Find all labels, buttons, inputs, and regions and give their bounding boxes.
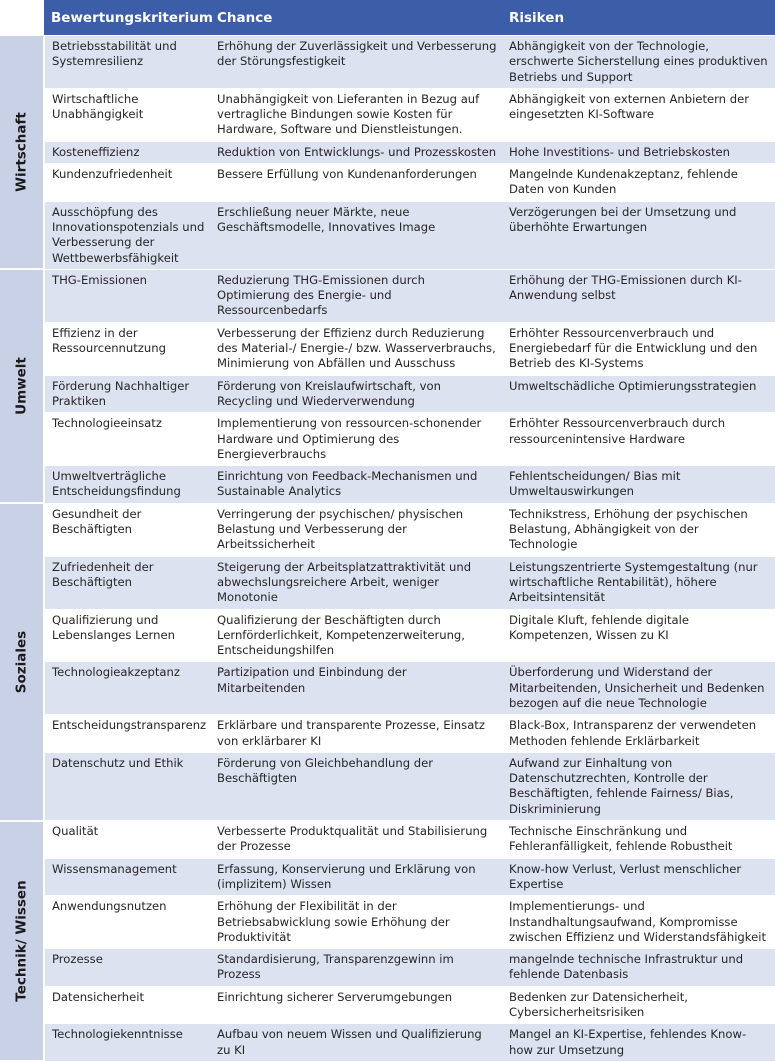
- chance-cell: Erhöhung der Flexibilität in der Betriebsabwicklung sowie Erhöhung der Produktivität: [210, 896, 502, 949]
- chance-cell: Standardisierung, Transparenzgewinn im Prozess: [210, 949, 502, 987]
- risks-cell: Aufwand zur Einhaltung von Datenschutzrechten, Kontrolle der Beschäftigten, fehlende Fairness/ Bias, Diskriminierung: [502, 752, 775, 820]
- table-row: [0, 858, 775, 896]
- risks-cell: Implementierungs- und Instandhaltungsaufwand, Kompromisse zwischen Effizienz und Widerstandsfähigkeit: [502, 896, 775, 949]
- chance-cell: Verbesserung der Effizienz durch Reduzierung des Material-/ Energie-/ bzw. Wasserverbrauchs, Minimierung von Abfällen und Ausschuss: [210, 322, 502, 375]
- chance-cell: Verbesserte Produktqualität und Stabilisierung der Prozesse: [210, 821, 502, 859]
- criterion-cell: Effizienz in der Ressourcennutzung: [44, 322, 210, 375]
- criterion-cell: Gesundheit der Beschäftigten: [44, 503, 210, 556]
- risks-cell: Umweltschädliche Optimierungsstrategien: [502, 375, 775, 413]
- table-row: [0, 986, 775, 1024]
- group-label-text: Umwelt: [12, 357, 29, 416]
- chance-cell: Aufbau von neuem Wissen und Qualifizierung zu KI: [210, 1024, 502, 1062]
- criterion-cell: Datensicherheit: [44, 986, 210, 1024]
- risks-cell: Mangel an KI-Expertise, fehlendes Know-how zur Umsetzung: [502, 1024, 775, 1062]
- group-label-technik-wissen: [0, 821, 44, 1062]
- criterion-cell: Technologieeinsatz: [44, 413, 210, 466]
- group-label-text: Soziales: [12, 630, 29, 694]
- table-row: [0, 752, 775, 820]
- risks-cell: Hohe Investitions- und Betriebskosten: [502, 141, 775, 163]
- group-label-wirtschaft: [0, 36, 44, 270]
- group-label-text: Technik/ Wissen: [12, 880, 29, 1002]
- header-chance: Chance: [210, 0, 502, 36]
- risks-cell: Bedenken zur Datensicherheit, Cybersicherheitsrisiken: [502, 986, 775, 1024]
- criterion-cell: Umweltverträgliche Entscheidungsfindung: [44, 466, 210, 504]
- table-row: [0, 322, 775, 375]
- table-row: [0, 201, 775, 269]
- chance-cell: Einrichtung sicherer Serverumgebungen: [210, 986, 502, 1024]
- criterion-cell: Ausschöpfung des Innovationspotenzials und Verbesserung der Wettbewerbsfähigkeit: [44, 201, 210, 269]
- table-row: [0, 375, 775, 413]
- risks-cell: Technikstress, Erhöhung der psychischen Belastung, Abhängigkeit von der Technologie: [502, 503, 775, 556]
- chance-cell: Förderung von Gleichbehandlung der Beschäftigten: [210, 752, 502, 820]
- risks-cell: Erhöhter Ressourcenverbrauch durch ressourcenintensive Hardware: [502, 413, 775, 466]
- chance-cell: Steigerung der Arbeitsplatzattraktivität und abwechslungsreichere Arbeit, weniger Monotonie: [210, 556, 502, 609]
- criterion-cell: Prozesse: [44, 949, 210, 987]
- chance-cell: Erschließung neuer Märkte, neue Geschäftsmodelle, Innovatives Image: [210, 201, 502, 269]
- criterion-cell: Kundenzufriedenheit: [44, 164, 210, 202]
- header-risks: Risiken: [502, 0, 775, 36]
- table-row: [0, 88, 775, 141]
- header-row: [0, 0, 775, 36]
- table-row: [0, 949, 775, 987]
- table-row: [0, 609, 775, 662]
- criterion-cell: THG-Emissionen: [44, 269, 210, 322]
- chance-cell: Erhöhung der Zuverlässigkeit und Verbesserung der Störungsfestigkeit: [210, 36, 502, 89]
- chance-cell: Einrichtung von Feedback-Mechanismen und Sustainable Analytics: [210, 466, 502, 504]
- chance-cell: Qualifizierung der Beschäftigten durch Lernförderlichkeit, Kompetenzerweiterung, Entscheidungshilfen: [210, 609, 502, 662]
- criterion-cell: Wissensmanagement: [44, 858, 210, 896]
- chance-cell: Reduzierung THG-Emissionen durch Optimierung des Energie- und Ressourcenbedarfs: [210, 269, 502, 322]
- chance-cell: Unabhängigkeit von Lieferanten in Bezug auf vertragliche Bindungen sowie Kosten für Hardware, Software und Dienstleistungen.: [210, 88, 502, 141]
- table-row: [0, 662, 775, 715]
- header-criterion: Bewertungskriterium: [44, 0, 210, 36]
- table-row: [0, 503, 775, 556]
- chance-cell: Förderung von Kreislaufwirtschaft, von Recycling und Wiederverwendung: [210, 375, 502, 413]
- risks-cell: Leistungszentrierte Systemgestaltung (nur wirtschaftliche Rentabilität), höhere Arbeitsintensität: [502, 556, 775, 609]
- criterion-cell: Wirtschaftliche Unabhängigkeit: [44, 88, 210, 141]
- chance-cell: Erfassung, Konservierung und Erklärung von (implizitem) Wissen: [210, 858, 502, 896]
- criterion-cell: Qualität: [44, 821, 210, 859]
- table-row: [0, 141, 775, 163]
- risks-cell: Erhöhter Ressourcenverbrauch und Energiebedarf für die Entwicklung und den Betrieb des KI-Systems: [502, 322, 775, 375]
- table-row: [0, 413, 775, 466]
- risks-cell: Black-Box, Intransparenz der verwendeten Methoden fehlende Erklärbarkeit: [502, 715, 775, 753]
- criterion-cell: Entscheidungstransparenz: [44, 715, 210, 753]
- chance-cell: Bessere Erfüllung von Kundenanforderungen: [210, 164, 502, 202]
- criterion-cell: Zufriedenheit der Beschäftigten: [44, 556, 210, 609]
- risks-cell: Abhängigkeit von der Technologie, erschwerte Sicherstellung eines produktiven Betriebs und Support: [502, 36, 775, 89]
- table-row: [0, 164, 775, 202]
- table-row: [0, 821, 775, 859]
- criterion-cell: Kosteneffizienz: [44, 141, 210, 163]
- group-label-text: Wirtschaft: [12, 112, 29, 193]
- risks-cell: Erhöhung der THG-Emissionen durch KI-Anwendung selbst: [502, 269, 775, 322]
- risks-cell: mangelnde technische Infrastruktur und fehlende Datenbasis: [502, 949, 775, 987]
- risks-cell: Digitale Kluft, fehlende digitale Kompetenzen, Wissen zu KI: [502, 609, 775, 662]
- risks-cell: Know-how Verlust, Verlust menschlicher Expertise: [502, 858, 775, 896]
- risks-cell: Verzögerungen bei der Umsetzung und überhöhte Erwartungen: [502, 201, 775, 269]
- chance-cell: Verringerung der psychischen/ physischen Belastung und Verbesserung der Arbeitssicherheit: [210, 503, 502, 556]
- group-label-soziales: [0, 503, 44, 820]
- criterion-cell: Betriebsstabilität und Systemresilienz: [44, 36, 210, 89]
- criterion-cell: Qualifizierung und Lebenslanges Lernen: [44, 609, 210, 662]
- table-row: [0, 1024, 775, 1062]
- risks-cell: Fehlentscheidungen/ Bias mit Umweltauswirkungen: [502, 466, 775, 504]
- header-blank-cell: [0, 0, 44, 36]
- chance-cell: Reduktion von Entwicklungs- und Prozesskosten: [210, 141, 502, 163]
- chance-cell: Erklärbare und transparente Prozesse, Einsatz von erklärbarer KI: [210, 715, 502, 753]
- criterion-cell: Technologieakzeptanz: [44, 662, 210, 715]
- table-row: [0, 269, 775, 322]
- group-label-umwelt: [0, 269, 44, 503]
- table-row: [0, 36, 775, 89]
- risks-cell: Abhängigkeit von externen Anbietern der eingesetzten KI-Software: [502, 88, 775, 141]
- criterion-cell: Datenschutz und Ethik: [44, 752, 210, 820]
- risks-cell: Mangelnde Kundenakzeptanz, fehlende Daten von Kunden: [502, 164, 775, 202]
- chance-cell: Partizipation und Einbindung der Mitarbeitenden: [210, 662, 502, 715]
- risks-cell: Überforderung und Widerstand der Mitarbeitenden, Unsicherheit und Bedenken bezogen auf die neue Technologie: [502, 662, 775, 715]
- chance-cell: Implementierung von ressourcen-schonender Hardware und Optimierung des Energieverbrauchs: [210, 413, 502, 466]
- table-row: [0, 466, 775, 504]
- table-row: [0, 556, 775, 609]
- criterion-cell: Anwendungsnutzen: [44, 896, 210, 949]
- criterion-cell: Förderung Nachhaltiger Praktiken: [44, 375, 210, 413]
- table-row: [0, 715, 775, 753]
- table-row: [0, 896, 775, 949]
- criterion-cell: Technologiekenntnisse: [44, 1024, 210, 1062]
- risks-cell: Technische Einschränkung und Fehleranfälligkeit, fehlende Robustheit: [502, 821, 775, 859]
